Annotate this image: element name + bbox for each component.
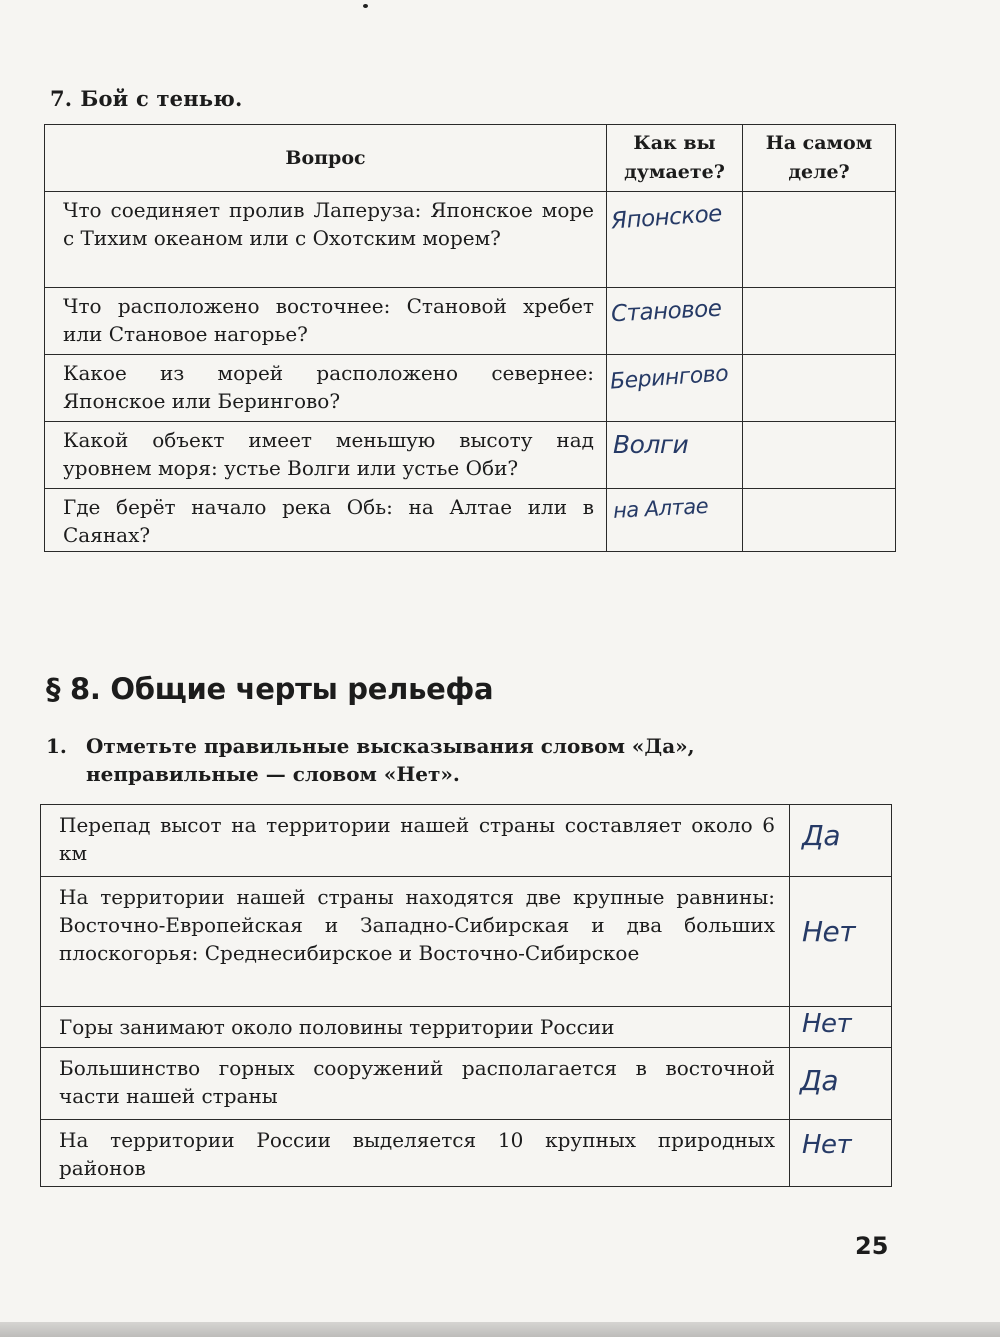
answer-cell[interactable]: [607, 355, 743, 422]
statement-cell: Горы занимают около половины территории России: [41, 1007, 790, 1048]
header-actual: На самом деле?: [743, 125, 896, 192]
actual-cell[interactable]: [743, 288, 896, 355]
task-7-number: 7.: [50, 86, 73, 111]
table-row: [45, 489, 896, 552]
handwritten-answer: на Алтае: [612, 493, 709, 523]
handwritten-answer: Становое: [610, 295, 723, 328]
handwritten-answer: Берингово: [609, 361, 729, 395]
table-header-row: [45, 125, 896, 192]
answer-cell[interactable]: [790, 1007, 892, 1048]
scan-dot: [363, 4, 368, 8]
table-row: [41, 877, 892, 1007]
question-cell: Что расположено восточнее: Становой хребет или Становое нагорье?: [45, 288, 607, 355]
answer-cell[interactable]: [790, 805, 892, 877]
handwritten-answer: Волги: [613, 430, 689, 459]
question-cell: Какое из морей расположено севернее: Японское или Берингово?: [45, 355, 607, 422]
table-row: [41, 1007, 892, 1048]
table-row: [41, 805, 892, 877]
handwritten-answer: Нет: [802, 1009, 852, 1039]
statement-cell: Перепад высот на территории нашей страны составляет около 6 км: [41, 805, 790, 877]
actual-cell[interactable]: [743, 355, 896, 422]
handwritten-answer: Нет: [802, 915, 856, 948]
table-row: [45, 355, 896, 422]
shadow-boxing-table: [44, 124, 896, 552]
header-think: Как вы думаете?: [607, 125, 743, 192]
answer-cell[interactable]: [790, 1120, 892, 1187]
handwritten-answer: Японское: [610, 200, 723, 235]
actual-cell[interactable]: [743, 422, 896, 489]
statement-cell: На территории нашей страны находятся две крупные равнины: Восточно-Европейская и Западно-Сибирская и два больших плоскогорья: Среднесибирское и Восточно-Сибирское: [41, 877, 790, 1007]
answer-cell[interactable]: [607, 489, 743, 552]
answer-cell[interactable]: [607, 422, 743, 489]
actual-cell[interactable]: [743, 192, 896, 288]
statement-cell: Большинство горных сооружений располагается в восточной части нашей страны: [41, 1048, 790, 1120]
task-1-text: Отметьте правильные высказывания словом «Да», неправильные — словом «Нет».: [86, 734, 695, 786]
header-question: Вопрос: [45, 125, 607, 192]
answer-cell[interactable]: [790, 877, 892, 1007]
statement-cell: На территории России выделяется 10 крупных природных районов: [41, 1120, 790, 1187]
table-row: [41, 1120, 892, 1187]
handwritten-answer: Да: [802, 819, 841, 852]
page-number: 25: [855, 1232, 889, 1260]
task-1-number: 1.: [46, 734, 67, 758]
task-7-title: Бой с тенью.: [80, 86, 243, 111]
answer-cell[interactable]: [607, 192, 743, 288]
table-row: [45, 288, 896, 355]
page-bottom-edge: [0, 1322, 1000, 1337]
answer-cell[interactable]: [607, 288, 743, 355]
true-false-table: [40, 804, 892, 1187]
section-title: § 8. Общие черты рельефа: [46, 672, 494, 706]
task-1-instruction: [46, 732, 866, 788]
table-row: [45, 192, 896, 288]
handwritten-answer: Нет: [802, 1130, 852, 1160]
table-row: [45, 422, 896, 489]
answer-cell[interactable]: [790, 1048, 892, 1120]
handwritten-answer: Да: [800, 1064, 839, 1097]
actual-cell[interactable]: [743, 489, 896, 552]
question-cell: Где берёт начало река Обь: на Алтае или в Саянах?: [45, 489, 607, 552]
question-cell: Какой объект имеет меньшую высоту над уровнем моря: устье Волги или устье Оби?: [45, 422, 607, 489]
question-cell: Что соединяет пролив Лаперуза: Японское море с Тихим океаном или с Охотским морем?: [45, 192, 607, 288]
table-row: [41, 1048, 892, 1120]
task-7-heading: [50, 86, 243, 111]
